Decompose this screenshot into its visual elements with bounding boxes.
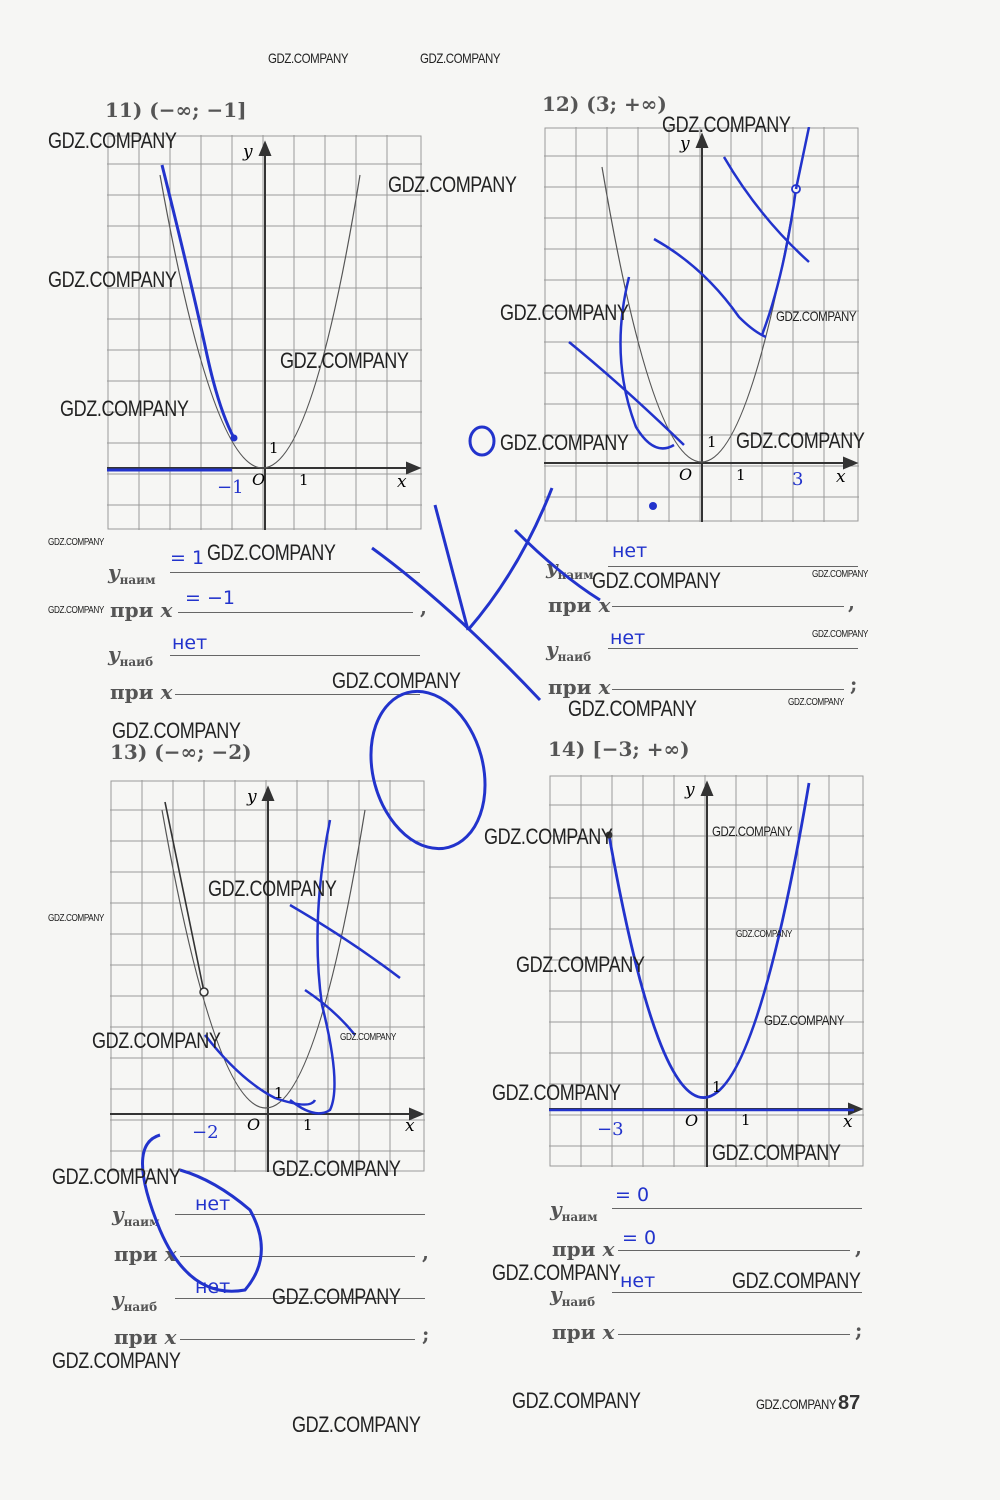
watermark: GDZ.COMPANY <box>272 1284 401 1309</box>
problem-14-title: 14) [−3; +∞) <box>548 737 690 761</box>
watermark: GDZ.COMPANY <box>764 1012 845 1028</box>
p14-xmin-label: при x <box>552 1237 615 1261</box>
watermark: GDZ.COMPANY <box>292 1412 421 1437</box>
p13-xmax-label: при x <box>114 1325 177 1349</box>
ink-axis-mark: −3 <box>597 1119 624 1140</box>
watermark: GDZ.COMPANY <box>48 267 177 292</box>
p12-ymin-label: $y_{наим}$ <box>546 555 594 582</box>
watermark: GDZ.COMPANY <box>756 1396 837 1412</box>
semicolon: ; <box>850 672 858 696</box>
comma: , <box>848 590 855 614</box>
y-axis-label: y <box>247 787 257 807</box>
watermark: GDZ.COMPANY <box>48 913 104 924</box>
y-axis-label: y <box>243 142 253 162</box>
watermark: GDZ.COMPANY <box>332 668 461 693</box>
p13-xmin-label: при x <box>114 1242 177 1266</box>
p11-xmin-label: при x <box>110 598 173 622</box>
watermark: GDZ.COMPANY <box>788 697 844 708</box>
tick-label-1: 1 <box>303 1116 313 1134</box>
watermark: GDZ.COMPANY <box>48 537 104 548</box>
watermark: GDZ.COMPANY <box>812 629 868 640</box>
y-axis-label: y <box>680 134 690 154</box>
y-tick-label-1: 1 <box>707 433 717 451</box>
tick-label-1: 1 <box>299 471 309 489</box>
p12-xmax-label: при x <box>548 675 611 699</box>
watermark: GDZ.COMPANY <box>48 605 104 616</box>
comma: , <box>420 595 427 619</box>
watermark: GDZ.COMPANY <box>732 1268 861 1293</box>
watermark: GDZ.COMPANY <box>492 1080 621 1105</box>
p11-ymax-label: $y_{наиб}$ <box>108 642 154 669</box>
semicolon: ; <box>422 1322 430 1346</box>
p12-ymax-label: $y_{наиб}$ <box>546 637 592 664</box>
tick-label-1: 1 <box>736 466 746 484</box>
watermark: GDZ.COMPANY <box>776 308 857 324</box>
semicolon: ; <box>855 1318 863 1342</box>
comma: , <box>422 1240 429 1264</box>
watermark: GDZ.COMPANY <box>500 430 629 455</box>
watermark: GDZ.COMPANY <box>420 50 501 66</box>
watermark: GDZ.COMPANY <box>280 348 409 373</box>
tick-label-1: 1 <box>741 1111 751 1129</box>
p12-xmin-label: при x <box>548 593 611 617</box>
watermark: GDZ.COMPANY <box>208 876 337 901</box>
p14-ymax-label: $y_{наиб}$ <box>550 1282 596 1309</box>
p13-ymax-answer: нет <box>195 1276 231 1298</box>
comma: , <box>855 1235 862 1259</box>
p11-xmax-label: при x <box>110 680 173 704</box>
y-tick-label-1: 1 <box>712 1078 722 1096</box>
watermark: GDZ.COMPANY <box>568 696 697 721</box>
p13-ymin-answer: нет <box>195 1193 231 1215</box>
ink-axis-mark: 3 <box>792 469 804 490</box>
p14-xmin-answer: = 0 <box>622 1227 657 1249</box>
y-tick-label-1: 1 <box>274 1084 284 1102</box>
watermark: GDZ.COMPANY <box>52 1348 181 1373</box>
watermark: GDZ.COMPANY <box>52 1164 181 1189</box>
watermark: GDZ.COMPANY <box>500 300 629 325</box>
ink-loop <box>354 678 502 861</box>
p11-ymax-answer: нет <box>172 632 208 654</box>
x-axis-label: x <box>836 467 846 487</box>
problem-12-title: 12) (3; +∞) <box>542 92 667 116</box>
ink-dot <box>649 502 657 510</box>
page-number: 87 <box>838 1392 861 1414</box>
ink-loop <box>470 427 494 455</box>
origin-label: O <box>679 465 693 484</box>
y-tick-label-1: 1 <box>269 439 279 457</box>
watermark: GDZ.COMPANY <box>112 718 241 743</box>
origin-label: O <box>247 1115 261 1134</box>
ink-axis-mark: −1 <box>217 477 244 498</box>
watermark: GDZ.COMPANY <box>92 1028 221 1053</box>
ink-stroke <box>515 530 600 600</box>
watermark: GDZ.COMPANY <box>662 112 791 137</box>
problem-11-title: 11) (−∞; −1] <box>105 98 247 122</box>
watermark: GDZ.COMPANY <box>516 952 645 977</box>
p13-ymax-label: $y_{наиб}$ <box>112 1287 158 1314</box>
p12-ymin-answer: нет <box>612 540 648 562</box>
watermark: GDZ.COMPANY <box>712 1140 841 1165</box>
x-axis-label: x <box>405 1116 415 1136</box>
p11-xmin-answer: = −1 <box>185 587 235 609</box>
watermark: GDZ.COMPANY <box>207 540 336 565</box>
watermark: GDZ.COMPANY <box>48 128 177 153</box>
watermark: GDZ.COMPANY <box>340 1032 396 1043</box>
watermark: GDZ.COMPANY <box>388 172 517 197</box>
p11-ymin-label: $y_{наим}$ <box>108 560 156 587</box>
y-axis-label: y <box>685 780 695 800</box>
watermark: GDZ.COMPANY <box>268 50 349 66</box>
watermark: GDZ.COMPANY <box>592 568 721 593</box>
x-axis-label: x <box>843 1112 853 1132</box>
ink-loop <box>143 1135 262 1291</box>
p14-ymax-answer: нет <box>620 1270 656 1292</box>
p13-ymin-label: $y_{наим}$ <box>112 1202 160 1229</box>
watermark: GDZ.COMPANY <box>712 823 793 839</box>
x-axis-label: x <box>397 472 407 492</box>
p14-ymin-label: $y_{наим}$ <box>550 1197 598 1224</box>
problem-13-title: 13) (−∞; −2) <box>110 740 252 764</box>
watermark: GDZ.COMPANY <box>736 428 865 453</box>
p12-ymax-answer: нет <box>610 627 646 649</box>
watermark: GDZ.COMPANY <box>736 929 792 940</box>
watermark: GDZ.COMPANY <box>512 1388 641 1413</box>
p14-ymin-answer: = 0 <box>615 1184 650 1206</box>
watermark: GDZ.COMPANY <box>60 396 189 421</box>
watermark: GDZ.COMPANY <box>484 824 613 849</box>
ink-axis-mark: −2 <box>192 1122 219 1143</box>
watermark: GDZ.COMPANY <box>812 569 868 580</box>
watermark: GDZ.COMPANY <box>272 1156 401 1181</box>
p11-ymin-answer: = 1 <box>170 547 205 569</box>
origin-label: O <box>685 1111 699 1130</box>
ink-stroke <box>468 488 552 630</box>
watermark: GDZ.COMPANY <box>492 1260 621 1285</box>
origin-label: O <box>252 470 266 489</box>
p14-xmax-label: при x <box>552 1320 615 1344</box>
